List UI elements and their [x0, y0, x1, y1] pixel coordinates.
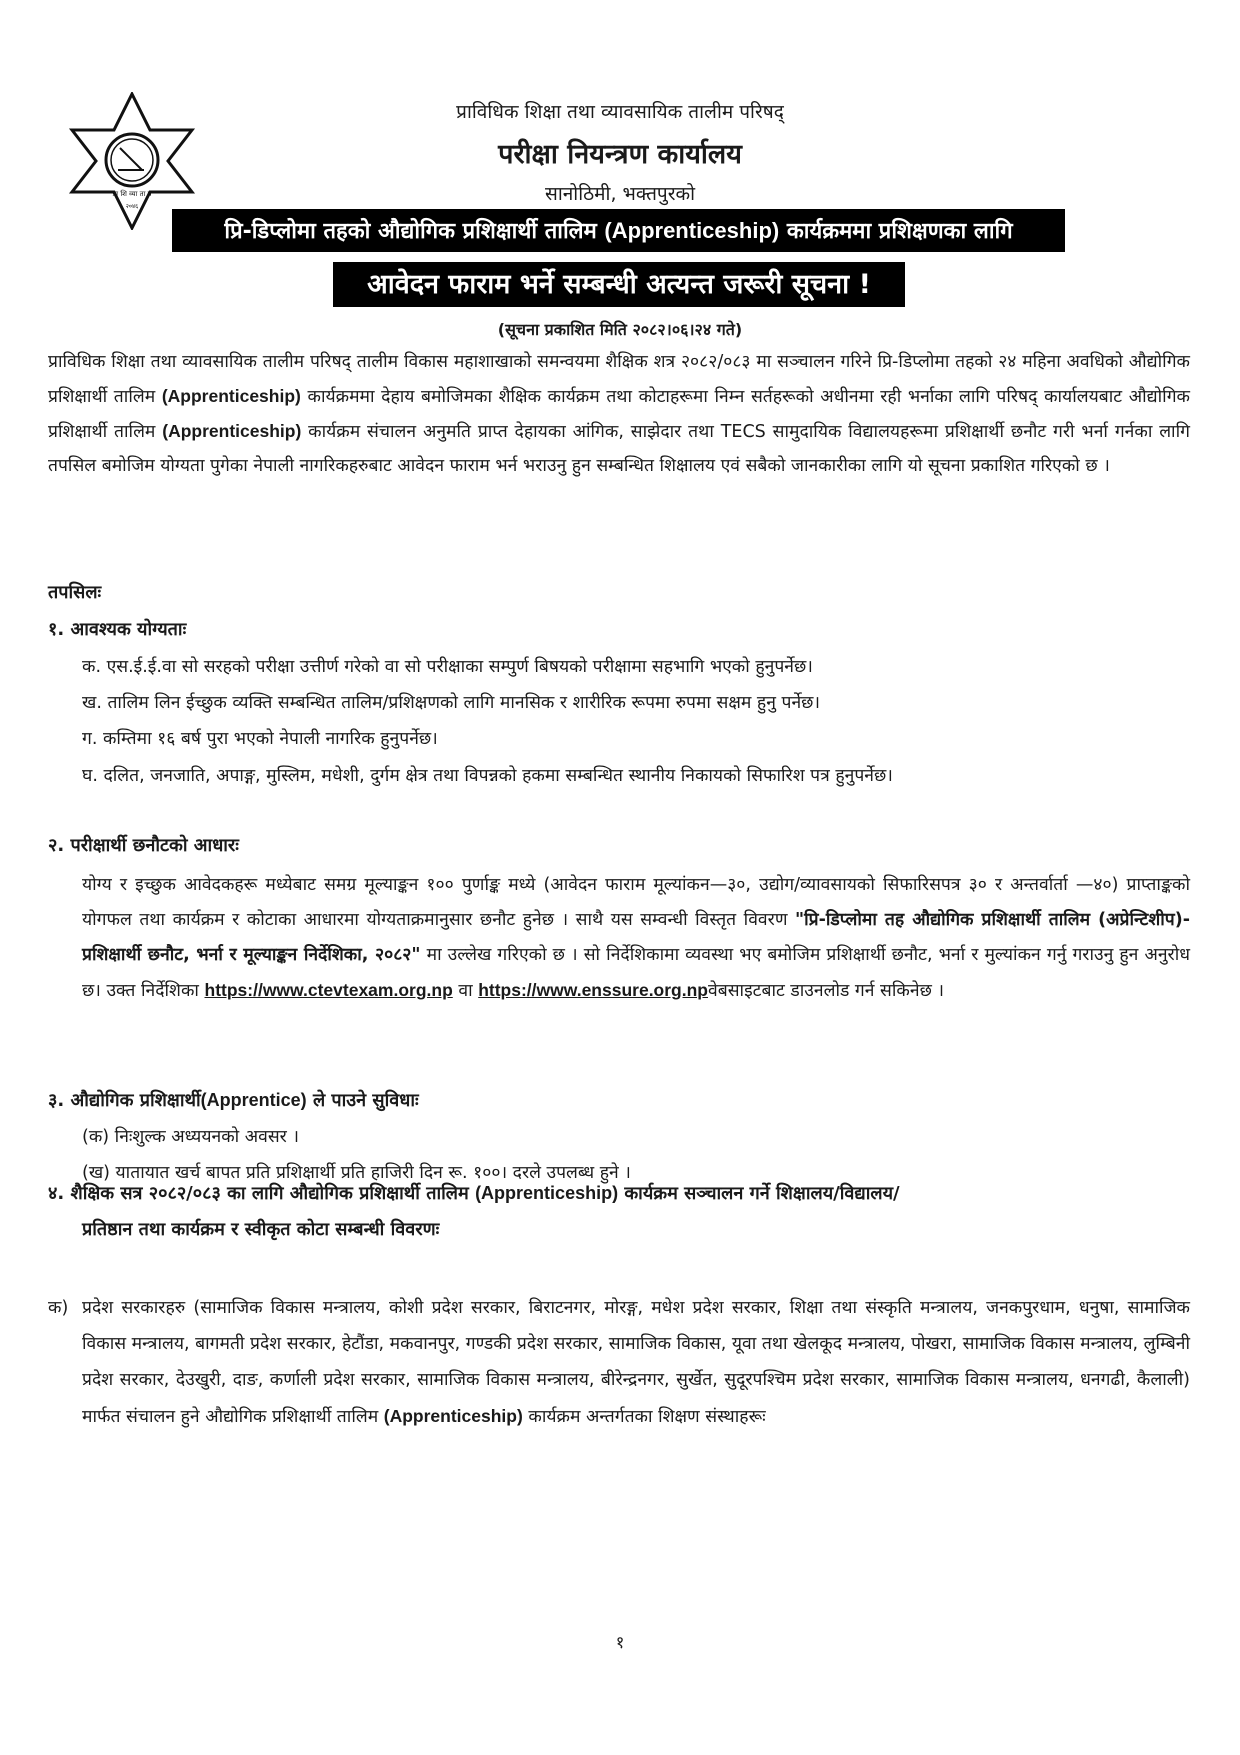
tapasil-label: तपसिलः — [48, 582, 102, 603]
guideline-title: "प्रि-डिप्लोमा तह औद्योगिक प्रशिक्षार्थी तालिम (अप्रेन्टिशीप)- प्रशिक्षार्थी छनौट, भर्ना र मूल्याङ्कन निर्देशिका, २०८२" — [82, 910, 1190, 965]
intro-paragraph — [48, 345, 1190, 483]
banner-title-pre: प्रि-डिप्लोमा तहको औद्योगिक प्रशिक्षार्थी तालिम — [224, 219, 597, 244]
section2-text-2: मा उल्लेख गरिएको छ । सो निर्देशिकामा व्यवस्था भए बमोजिम प्रशिक्षार्थी छनौट, भर्ना र मुल्यांकन गर्नु गराउनु हुन अनुरोध छ। उक्त निर्देशिका — [82, 945, 1190, 1001]
intro-text-2: कार्यक्रममा देहाय बमोजिमका शैक्षिक कार्यक्रम तथा कोटाहरूमा निम्न सर्तहरूको अधीनमा रही भर्नाका लागि परिषद् कार्यालयबाट औद्योगिक प्रशिक्षार्थी तालिम — [48, 387, 1190, 442]
urgent-notice-banner: आवेदन फाराम भर्ने सम्बन्धी अत्यन्त जरूरी सूचना ! — [333, 262, 905, 307]
intro-en-1: (Apprenticeship) — [161, 386, 301, 406]
council-name: प्राविधिक शिक्षा तथा व्यावसायिक तालीम परिषद् — [456, 101, 784, 123]
section3-title-en: (Apprentice) — [200, 1090, 307, 1110]
ka-text-pre: प्रदेश सरकारहरु (सामाजिक विकास मन्त्रालय, कोशी प्रदेश सरकार, बिराटनगर, मोरङ्ग, मधेश प्रदेश सरकार, शिक्षा तथा संस्कृति मन्त्रालय, जनकपुरधाम, धनुषा, सामाजिक विकास मन्त्रालय, बागमती प्रदेश सरकार, हेटौंडा, मकवानपुर, गण्डकी प्रदेश सरकार, सामाजिक विकास, यूवा तथा खेलकूद मन्त्रालय, पोखरा, सामाजिक विकास मन्त्रालय, लुम्बिनी प्रदेश सरकार, देउखुरी, दाङ, कर्णाली प्रदेश सरकार, सामाजिक विकास मन्त्रालय, बीरेन्द्रनगर, सुर्खेत, सुदूरपश्चिम प्रदेश सरकार, सामाजिक विकास मन्त्रालय, धनगढी, कैलाली) मार्फत संचालन हुने औद्योगिक प्रशिक्षार्थी तालिम — [82, 1298, 1190, 1427]
section3-title-post: ले पाउने सुविधाः — [312, 1090, 419, 1111]
section1-item: घ. दलित, जनजाति, अपाङ्ग, मुस्लिम, मधेशी, दुर्गम क्षेत्र तथा विपन्नको हकमा सम्बन्धित स्थानीय निकायको सिफारिश पत्र हुनुपर्नेछ। — [82, 766, 893, 786]
banner-title-en: (Apprenticeship) — [604, 218, 780, 243]
section3-item: (ख) यातायात खर्च बापत प्रति प्रशिक्षार्थी प्रति हाजिरी दिन रू. १००। दरले उपलब्ध हुने । — [82, 1163, 631, 1183]
section2-text-1: योग्य र इच्छुक आवेदकहरू मध्येबाट समग्र मूल्याङ्कन १०० पुर्णाङ्क मध्ये (आवेदन फाराम मूल्यांकन—३०, उद्योग/व्यावसायको सिफारिसपत्र ३० र अन्तर्वार्ता —४०) प्राप्ताङ्कको योगफल तथा कार्यक्रम र कोटाका आधारमा योग्यताक्रमानुसार छनौट हुनेछ । साथै यस सम्वन्धी विस्तृत विवरण — [82, 875, 1190, 930]
section3-item: (क) निःशुल्क अध्ययनको अवसर । — [82, 1127, 300, 1147]
section4-title-line2: प्रतिष्ठान तथा कार्यक्रम र स्वीकृत कोटा सम्बन्धी विवरणः — [82, 1219, 440, 1240]
intro-text-1: प्राविधिक शिक्षा तथा व्यावसायिक तालीम परिषद् तालीम विकास महाशाखाको समन्वयमा शैक्षिक शत्र २०८२/०८३ मा सञ्चालन गरिने प्रि-डिप्लोमा तहको २४ महिना अवधिको औद्योगिक प्रशिक्षार्थी तालिम — [48, 352, 1190, 407]
ctevtexam-link[interactable]: https://www.ctevtexam.org.np — [204, 980, 453, 1000]
section4-item-ka — [48, 1290, 1190, 1435]
notice-banner-title — [172, 209, 1065, 252]
section1-item: क. एस.ई.ई.वा सो सरहको परीक्षा उत्तीर्ण गरेको वा सो परीक्षाका सम्पुर्ण बिषयको परीक्षामा सहभागि भएको हुनुपर्नेछ। — [82, 657, 813, 677]
enssure-link[interactable]: https://www.enssure.org.np — [478, 980, 708, 1000]
item-label: क) — [48, 1298, 69, 1318]
office-location: सानोठिमी, भक्तपुरको — [544, 183, 695, 205]
intro-en-2: (Apprenticeship) — [162, 421, 302, 441]
section2-text-3: वेबसाइटबाट डाउनलोड गर्न सकिनेछ । — [708, 981, 945, 1001]
ka-text-en: (Apprenticeship) — [383, 1406, 523, 1426]
section3-title-pre: ३. औद्योगिक प्रशिक्षार्थी — [48, 1090, 201, 1111]
logo-text: प्रा शि व्या ता प — [112, 190, 152, 198]
banner-title-post: कार्यक्रममा प्रशिक्षणका लागि — [786, 219, 1013, 244]
section2-body — [82, 868, 1190, 1009]
published-date: (सूचना प्रकाशित मिति २०८२।०६।२४ गते) — [497, 320, 743, 339]
ka-text-post: कार्यक्रम अन्तर्गतका शिक्षण संस्थाहरूः — [528, 1407, 766, 1427]
intro-text-3: कार्यक्रम संचालन अनुमति प्राप्त देहायका आंगिक, साझेदार तथा TECS सामुदायिक विद्यालयहरूमा प्रशिक्षार्थी छनौट गरी भर्ना गर्नका लागि तपसिल बमोजिम योग्यता पुगेका नेपाली नागरिकहरुबाट आवेदन फाराम भर्न भराउनु हुन सम्बन्धित शिक्षालय एवं सबैको जानकारीका लागि यो सूचना प्रकाशित गरिएको छ । — [48, 422, 1190, 476]
page-number: १ — [615, 1633, 625, 1653]
section4-title-pre: ४. शैक्षिक सत्र २०८२/०८३ का लागि औद्योगिक प्रशिक्षार्थी तालिम — [48, 1183, 469, 1204]
logo-year: २०४६ — [125, 203, 139, 210]
section4-title-en: (Apprenticeship) — [475, 1183, 619, 1203]
section1-title: १. आवश्यक योग्यताः — [48, 619, 187, 640]
or-text: वा — [458, 981, 473, 1001]
section4-title — [48, 1175, 1190, 1248]
section2-title: २. परीक्षार्थी छनौटको आधारः — [48, 835, 239, 856]
section1-item: ग. कम्तिमा १६ बर्ष पुरा भएको नेपाली नागरिक हुनुपर्नेछ। — [82, 729, 438, 749]
office-name: परीक्षा नियन्त्रण कार्यालय — [498, 139, 742, 170]
section4-title-post: कार्यक्रम सञ्चालन गर्ने शिक्षालय/विद्यालय/ — [624, 1183, 900, 1204]
section3-title — [48, 1088, 419, 1112]
section1-item: ख. तालिम लिन ईच्छुक व्यक्ति सम्बन्धित तालिम/प्रशिक्षणको लागि मानसिक र शारीरिक रूपमा रुपमा सक्षम हुनु पर्नेछ। — [82, 693, 821, 713]
